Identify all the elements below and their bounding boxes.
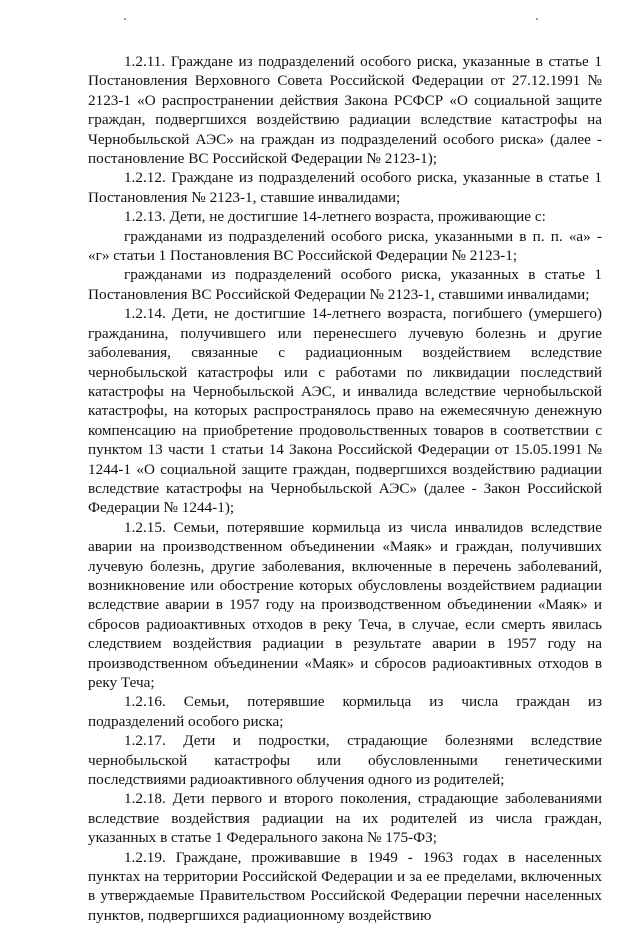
paragraph-1-2-18: 1.2.18. Дети первого и второго поколения, страдающие заболеваниями вследствие воздействия радиации на их родителей из числа граждан, указанных в статье 1 Федерального закона № 175-ФЗ; — [88, 790, 602, 847]
scan-speck — [536, 18, 538, 20]
paragraph-1-2-13-item-b: гражданами из подразделений особого риска, указанных в статье 1 Постановления ВС Российской Федерации № 2123-1, ставшими инвалидами; — [88, 266, 602, 303]
paragraph-1-2-12: 1.2.12. Граждане из подразделений особого риска, указанные в статье 1 Постановления № 2123-1, ставшие инвалидами; — [88, 169, 602, 206]
paragraph-1-2-15: 1.2.15. Семьи, потерявшие кормильца из числа инвалидов вследствие аварии на производственном объединении «Маяк» и граждан, получивших лучевую болезнь, другие заболевания, включенные в перечень заболеваний, возникновение или обострение которых обусловлены воздействием радиации вследствие аварии в 1957 году на производственном объединении «Маяк» и сбросов радиоактивных отходов в реку Теча, в случае, если смерть явилась следствием воздействия радиации в результате аварии в 1957 году на производственном объединении «Маяк» и сбросов радиоактивных отходов в реку Теча; — [88, 518, 602, 691]
paragraph-1-2-17: 1.2.17. Дети и подростки, страдающие болезнями вследствие чернобыльской катастрофы или обусловленными генетическими последствиями радиоактивного облучения одного из родителей; — [88, 732, 602, 789]
paragraph-1-2-14: 1.2.14. Дети, не достигшие 14-летнего возраста, погибшего (умершего) гражданина, получившего или перенесшего лучевую болезнь и другие заболевания, связанные с радиационным воздействием вследствие чернобыльской катастрофы или с работами по ликвидации последствий катастрофы на Чернобыльской АЭС, и инвалида вследствие чернобыльской катастрофы, на которых распространялось право на ежемесячную денежную компенсацию на приобретение продовольственных товаров в соответствии с пунктом 13 части 1 статьи 14 Закона Российской Федерации от 15.05.1991 № 1244-1 «О социальной защите граждан, подвергшихся воздействию радиации вследствие катастрофы на Чернобыльской АЭС» (далее - Закон Российской Федерации № 1244-1); — [88, 305, 602, 517]
paragraph-1-2-13: 1.2.13. Дети, не достигшие 14-летнего возраста, проживающие с: — [124, 208, 546, 226]
scan-speck — [124, 18, 126, 20]
paragraph-1-2-13-item-a: гражданами из подразделений особого риска, указанными в п. п. «а» - «г» статьи 1 Постановления ВС Российской Федерации № 2123-1; — [88, 227, 602, 265]
paragraph-1-2-19: 1.2.19. Граждане, проживавшие в 1949 - 1963 годах в населенных пунктах на территории Российской Федерации и за ее пределами, включенных в утверждаемые Правительством Российской Федерации перечни населенных пунктов, подвергшихся радиационному воздействию — [88, 848, 602, 924]
paragraph-1-2-16: 1.2.16. Семьи, потерявшие кормильца из числа граждан из подразделений особого риска; — [88, 693, 602, 730]
paragraph-1-2-11: 1.2.11. Граждане из подразделений особого риска, указанные в статье 1 Постановления Верховного Совета Российской Федерации от 27.12.1991 № 2123-1 «О распространении действия Закона РСФСР «О социальной защите граждан, подвергшихся воздействию радиации вследствие катастрофы на Чернобыльской АЭС» на граждан из подразделений особого риска» (далее - постановление ВС Российской Федерации № 2123-1); — [88, 53, 602, 168]
